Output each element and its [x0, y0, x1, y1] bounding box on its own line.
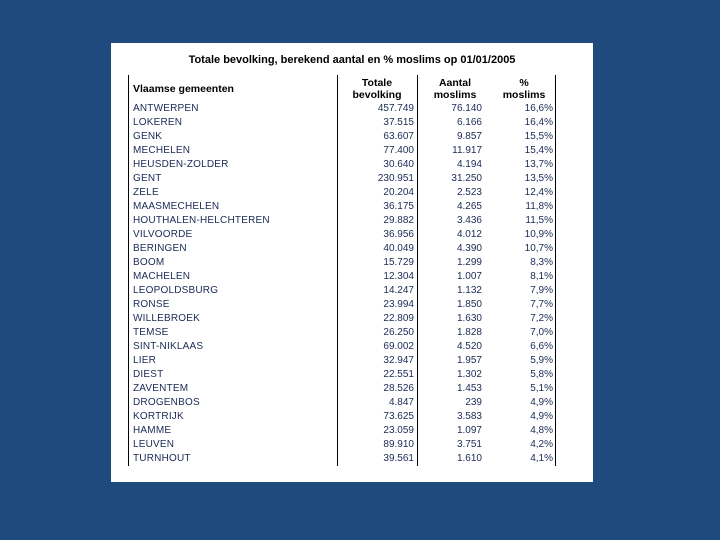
muslim-count: 1.957 — [456, 355, 482, 366]
muslim-percentage: 7,9% — [530, 285, 553, 296]
header-total-population-line2: bevolking — [352, 89, 402, 101]
muslim-count: 1.007 — [456, 271, 482, 282]
muslim-percentage: 8,3% — [530, 257, 553, 268]
total-population: 89.910 — [383, 439, 414, 450]
muslim-count: 1.610 — [456, 453, 482, 464]
municipality-name: KORTRIJK — [133, 411, 184, 422]
table-row — [111, 410, 593, 424]
table-row — [111, 298, 593, 312]
municipality-name: LEOPOLDSBURG — [133, 285, 219, 296]
muslim-percentage: 7,2% — [530, 313, 553, 324]
muslim-count: 1.828 — [456, 327, 482, 338]
table-row — [111, 214, 593, 228]
table-row — [111, 144, 593, 158]
total-population: 230.951 — [377, 173, 414, 184]
muslim-count: 1.299 — [456, 257, 482, 268]
muslim-percentage: 15,5% — [524, 131, 553, 142]
muslim-percentage: 13,7% — [524, 159, 553, 170]
total-population: 22.551 — [383, 369, 414, 380]
total-population: 29.882 — [383, 215, 414, 226]
title-suffix: moslims op 01/01/2005 — [393, 54, 516, 66]
muslim-count: 76.140 — [451, 103, 482, 114]
table-row — [111, 326, 593, 340]
muslim-percentage: 12,4% — [524, 187, 553, 198]
municipality-name: MACHELEN — [133, 271, 191, 282]
table-row — [111, 242, 593, 256]
table-row — [111, 312, 593, 326]
muslim-percentage: 16,6% — [524, 103, 553, 114]
total-population: 457.749 — [377, 103, 414, 114]
table-row — [111, 354, 593, 368]
muslim-percentage: 11,8% — [525, 201, 553, 212]
total-population: 26.250 — [383, 327, 414, 338]
table-title — [111, 54, 593, 66]
muslim-percentage: 11,5% — [525, 215, 553, 226]
muslim-count: 4.012 — [456, 229, 482, 240]
muslim-percentage: 4,1% — [530, 453, 553, 464]
municipality-name: HAMME — [133, 425, 172, 436]
table-row — [111, 186, 593, 200]
municipality-name: LIER — [133, 355, 157, 366]
municipality-name: MECHELEN — [133, 145, 191, 156]
municipality-name: DIEST — [133, 369, 164, 380]
header-total-population-line1: Totale — [361, 77, 393, 89]
header-municipalities: Vlaamse gemeenten — [133, 83, 234, 95]
table-row — [111, 396, 593, 410]
table-row — [111, 424, 593, 438]
muslim-percentage: 5,8% — [530, 369, 553, 380]
table-row — [111, 116, 593, 130]
total-population: 63.607 — [383, 131, 414, 142]
municipality-name: TURNHOUT — [133, 453, 191, 464]
muslim-count: 3.583 — [456, 411, 482, 422]
table-row — [111, 200, 593, 214]
header-total-population — [339, 77, 415, 101]
table-row — [111, 270, 593, 284]
total-population: 30.640 — [383, 159, 414, 170]
muslim-percentage: 8,1% — [530, 271, 553, 282]
header-muslim-percentage-line1: % — [519, 77, 529, 89]
header-muslim-percentage-line2: moslims — [502, 89, 546, 101]
header-muslim-count — [419, 77, 491, 101]
muslim-count: 4.390 — [456, 243, 482, 254]
table-row — [111, 340, 593, 354]
total-population: 15.729 — [383, 257, 414, 268]
muslim-percentage: 4,8% — [530, 425, 553, 436]
table-row — [111, 256, 593, 270]
muslim-count: 9.857 — [456, 131, 482, 142]
municipality-name: GENK — [133, 131, 163, 142]
muslim-percentage: 10,7% — [524, 243, 553, 254]
header-muslim-count-line2: moslims — [433, 89, 477, 101]
municipality-name: BERINGEN — [133, 243, 187, 254]
muslim-count: 1.097 — [456, 425, 482, 436]
total-population: 22.809 — [383, 313, 414, 324]
muslim-count: 1.132 — [456, 285, 482, 296]
header-muslim-count-line1: Aantal — [438, 77, 472, 89]
muslim-percentage: 13,5% — [524, 173, 553, 184]
municipality-name: LEUVEN — [133, 439, 175, 450]
total-population: 77.400 — [383, 145, 414, 156]
total-population: 69.002 — [383, 341, 414, 352]
municipality-name: ZAVENTEM — [133, 383, 189, 394]
muslim-count: 6.166 — [456, 117, 482, 128]
muslim-count: 31.250 — [451, 173, 482, 184]
municipality-name: DROGENBOS — [133, 397, 200, 408]
municipality-name: LOKEREN — [133, 117, 183, 128]
municipality-name: BOOM — [133, 257, 165, 268]
muslim-count: 1.630 — [456, 313, 482, 324]
municipality-name: MAASMECHELEN — [133, 201, 220, 212]
muslim-count: 239 — [465, 397, 482, 408]
total-population: 12.304 — [383, 271, 414, 282]
total-population: 32.947 — [383, 355, 414, 366]
muslim-count: 1.850 — [456, 299, 482, 310]
title-prefix: Totale bevolking, berekend aantal en — [188, 54, 384, 66]
title-percent-sign: % — [383, 54, 394, 66]
muslim-count: 11.917 — [452, 145, 482, 156]
total-population: 40.049 — [383, 243, 414, 254]
muslim-percentage: 4,9% — [530, 411, 553, 422]
total-population: 36.175 — [383, 201, 414, 212]
muslim-count: 4.194 — [456, 159, 482, 170]
muslim-percentage: 7,0% — [530, 327, 553, 338]
table-row — [111, 438, 593, 452]
muslim-count: 4.520 — [456, 341, 482, 352]
table-row — [111, 172, 593, 186]
table-row — [111, 284, 593, 298]
muslim-percentage: 5,1% — [530, 383, 553, 394]
table-row — [111, 158, 593, 172]
muslim-percentage: 4,2% — [530, 439, 553, 450]
muslim-percentage: 7,7% — [530, 299, 553, 310]
municipality-name: ANTWERPEN — [133, 103, 199, 114]
municipality-name: HEUSDEN-ZOLDER — [133, 159, 229, 170]
table-row — [111, 228, 593, 242]
muslim-count: 1.453 — [456, 383, 482, 394]
total-population: 39.561 — [383, 453, 414, 464]
municipality-name: RONSE — [133, 299, 170, 310]
muslim-percentage: 4,9% — [530, 397, 553, 408]
municipality-name: TEMSE — [133, 327, 169, 338]
table-row — [111, 102, 593, 116]
total-population: 23.059 — [383, 425, 414, 436]
header-muslim-percentage — [493, 77, 555, 101]
total-population: 37.515 — [383, 117, 414, 128]
muslim-count: 2.523 — [456, 187, 482, 198]
muslim-percentage: 5,9% — [530, 355, 553, 366]
muslim-count: 4.265 — [456, 201, 482, 212]
table-row — [111, 368, 593, 382]
muslim-count: 3.751 — [456, 439, 482, 450]
total-population: 14.247 — [383, 285, 414, 296]
municipality-name: WILLEBROEK — [133, 313, 201, 324]
muslim-count: 3.436 — [456, 215, 482, 226]
table-body — [111, 102, 593, 466]
municipality-name: ZELE — [133, 187, 159, 198]
municipality-name: VILVOORDE — [133, 229, 193, 240]
table-row — [111, 382, 593, 396]
muslim-count: 1.302 — [456, 369, 482, 380]
muslim-percentage: 6,6% — [530, 341, 553, 352]
muslim-percentage: 10,9% — [524, 229, 553, 240]
muslim-percentage: 16,4% — [524, 117, 553, 128]
table-row — [111, 130, 593, 144]
table-row — [111, 452, 593, 466]
total-population: 4.847 — [388, 397, 414, 408]
total-population: 20.204 — [383, 187, 414, 198]
municipality-name: SINT-NIKLAAS — [133, 341, 204, 352]
total-population: 23.994 — [383, 299, 414, 310]
total-population: 36.956 — [383, 229, 414, 240]
municipality-name: HOUTHALEN-HELCHTEREN — [133, 215, 270, 226]
slide-panel — [111, 43, 593, 482]
municipality-name: GENT — [133, 173, 162, 184]
muslim-percentage: 15,4% — [524, 145, 553, 156]
total-population: 73.625 — [383, 411, 414, 422]
total-population: 28.526 — [383, 383, 414, 394]
